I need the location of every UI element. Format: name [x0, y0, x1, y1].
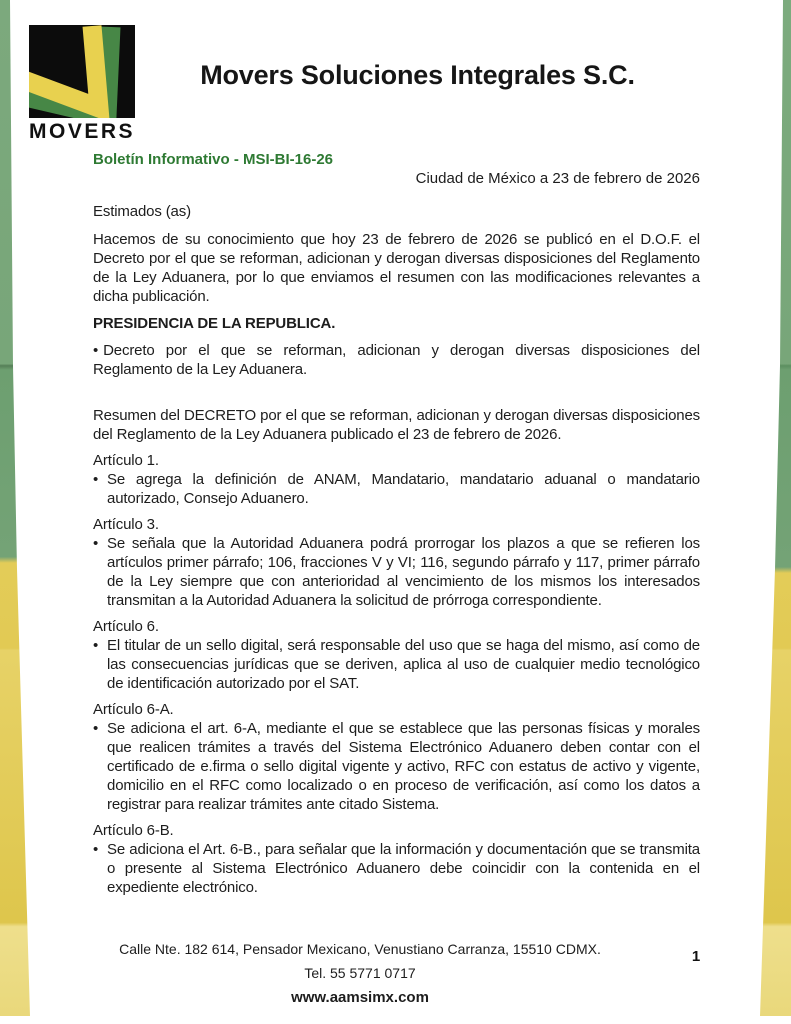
bullet-marker: • [93, 841, 99, 858]
article-title: Artículo 6. [93, 618, 159, 635]
article-text: Se adiciona el art. 6-A, mediante el que se establece que las personas físicas y morales que realicen trámites a través del Sistema Electrónico Aduanero deben contar con el certificado de e.firma o sello digital vigente y activo, RFC con estatus de activo y vigente, domicilio en el RFC como localizado o en proceso de verificación, así como los datos a registrar para realizar trámites ante citado Sistema. [107, 720, 700, 813]
article-text: El titular de un sello digital, será responsable del uso que se haga del mismo, así como de las consecuencias jurídicas que se deriven, aplica al uso de cualquier medio tecnológico de identificación autorizado por el SAT. [107, 637, 700, 692]
article-block-6 [93, 617, 700, 693]
article-bullet [93, 840, 700, 897]
salutation: Estimados (as) [93, 203, 191, 220]
article-title: Artículo 6-A. [93, 701, 174, 718]
letter-body [93, 202, 700, 904]
article-title: Artículo 1. [93, 452, 159, 469]
article-text: Se adiciona el Art. 6-B., para señalar que la información y documentación que se transmita o presente al Sistema Electrónico Aduanero debe coincidir con la contenida en el expediente electrónico. [107, 841, 700, 896]
article-title: Artículo 6-B. [93, 822, 174, 839]
intro-paragraph: Hacemos de su conocimiento que hoy 23 de febrero de 2026 se publicó en el D.O.F. el Decreto por el que se reforman, adicionan y derogan diversas disposiciones del Reglamento de la Ley Aduanera, por lo que enviamos el resumen con las modificaciones relevantes a dicha publicación. [93, 231, 700, 305]
logo-wordmark: MOVERS [29, 120, 136, 143]
left-ribbon-decoration [0, 0, 30, 1016]
section-heading: PRESIDENCIA DE LA REPUBLICA. [93, 315, 336, 332]
company-name: Movers Soluciones Integrales S.C. [200, 60, 635, 90]
footer-phone: Tel. 55 5771 0717 [304, 965, 416, 981]
movers-logo [29, 25, 135, 144]
footer-website: www.aamsimx.com [291, 989, 429, 1006]
footer [56, 941, 664, 1006]
article-bullet [93, 719, 700, 814]
article-bullet [93, 534, 700, 610]
bullet-marker: • [93, 637, 99, 654]
article-block-1 [93, 451, 700, 508]
article-block-6b [93, 821, 700, 897]
bulletin-id: Boletín Informativo - MSI-BI-16-26 [93, 151, 334, 168]
bullet-marker: • [93, 342, 99, 359]
article-text: Se señala que la Autoridad Aduanera podrá prorrogar los plazos a que se refieren los artículos primer párrafo; 106, fracciones V y VI; 116, segundo párrafo y 117, primer párrafo de la Ley siempre que con anterioridad al vencimiento de los mismos los interesados transmitan a la Autoridad Aduanera la solicitud de prórroga correspondiente. [107, 535, 700, 609]
article-title: Artículo 3. [93, 516, 159, 533]
article-block-6a [93, 700, 700, 814]
footer-address: Calle Nte. 182 614, Pensador Mexicano, Venustiano Carranza, 15510 CDMX. [119, 941, 601, 957]
date-line: Ciudad de México a 23 de febrero de 2026 [415, 170, 700, 187]
right-ribbon-decoration [757, 0, 791, 1016]
article-bullet [93, 636, 700, 693]
bullet-marker: • [93, 535, 99, 552]
checkmark-logo-icon [29, 25, 135, 118]
page-number: 1 [691, 948, 701, 965]
bullet-marker: • [93, 720, 99, 737]
section-bullet [93, 341, 700, 379]
section-bullet-text: Decreto por el que se reforman, adicionan y derogan diversas disposiciones del Reglamento de la Ley Aduanera. [93, 342, 700, 378]
bullet-marker: • [93, 471, 99, 488]
article-block-3 [93, 515, 700, 610]
article-bullet [93, 470, 700, 508]
article-text: Se agrega la definición de ANAM, Mandatario, mandatario aduanal o mandatario autorizado, Consejo Aduanero. [107, 471, 700, 507]
resumen-paragraph: Resumen del DECRETO por el que se reforman, adicionan y derogan diversas disposiciones del Reglamento de la Ley Aduanera publicado el 23 de febrero de 2026. [93, 407, 700, 443]
